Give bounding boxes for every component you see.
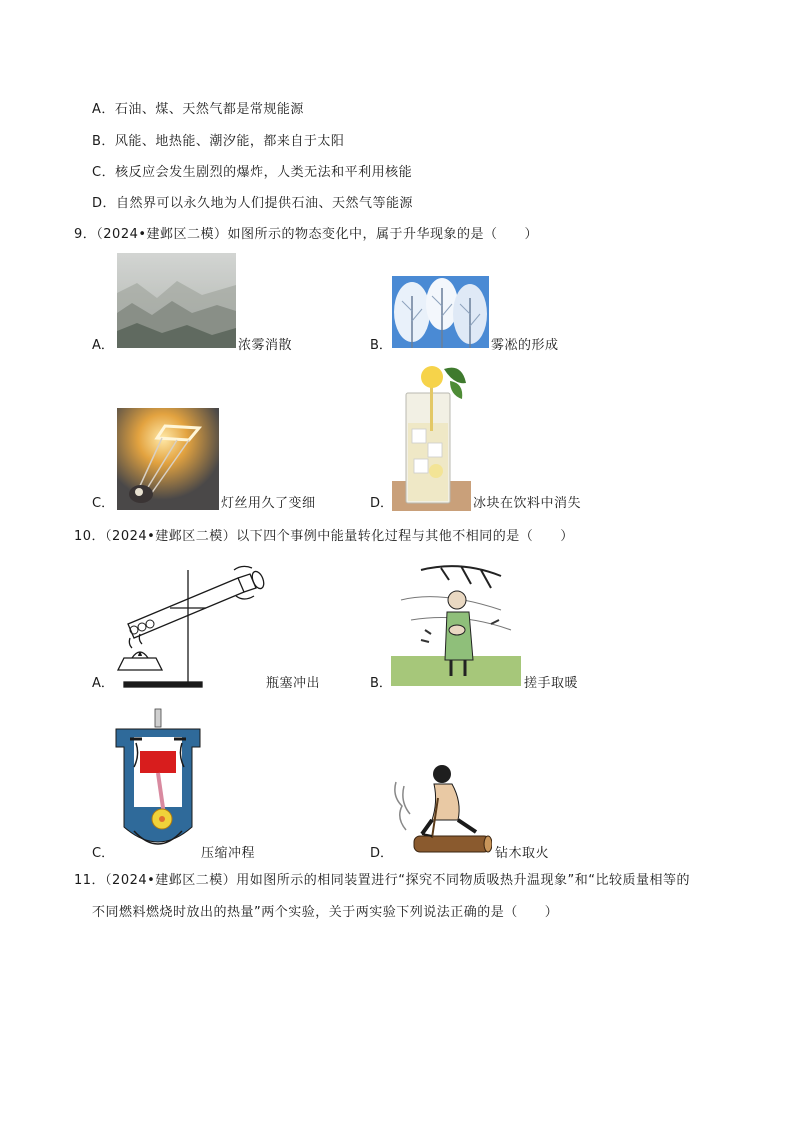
rubbing-hands-image	[391, 560, 521, 690]
q9-stem: 9．（2024•建邺区二模）如图所示的物态变化中，属于升华现象的是（ ）	[74, 227, 539, 242]
compression-stroke-engine-image	[112, 707, 204, 862]
q11-stem-line-1: 11．（2024•建邺区二模）用如图所示的相同装置进行“探究不同物质吸热升温现象”和“比较质量相等的	[74, 873, 690, 888]
q9-option-c-caption: 灯丝用久了变细	[221, 496, 316, 511]
drilling-wood-fire-image	[392, 762, 492, 860]
q9-option-d-letter: D．	[370, 496, 394, 511]
test-tube-cork-image	[110, 560, 275, 690]
rime-trees-image	[392, 276, 489, 348]
q9-option-d-caption: 冰块在饮料中消失	[473, 496, 582, 511]
q10-option-c-letter: C．	[92, 846, 115, 861]
q9-option-a-caption: 浓雾消散	[238, 338, 293, 353]
q10-option-d-letter: D．	[370, 846, 394, 861]
ice-drink-image	[392, 363, 471, 511]
q9-option-b-caption: 雾凇的形成	[491, 338, 559, 353]
q10-option-d-caption: 钻木取火	[495, 846, 550, 861]
q10-option-b-caption: 搓手取暖	[524, 676, 579, 691]
q8-option-c: C．核反应会发生剧烈的爆炸，人类无法和平利用核能	[92, 165, 413, 180]
q9-option-a-letter: A．	[92, 338, 114, 353]
q8-option-b: B．风能、地热能、潮汐能，都来自于太阳	[92, 134, 345, 149]
q10-option-b-letter: B．	[370, 676, 392, 691]
q11-stem-line-2: 不同燃料燃烧时放出的热量”两个实验，关于两实验下列说法正确的是（ ）	[92, 905, 559, 920]
q9-option-c-letter: C．	[92, 496, 115, 511]
q10-option-a-letter: A．	[92, 676, 114, 691]
q10-stem: 10．（2024•建邺区二模）以下四个事例中能量转化过程与其他不相同的是（ ）	[74, 529, 574, 544]
q8-option-d: D．自然界可以永久地为人们提供石油、天然气等能源	[92, 196, 414, 211]
q10-option-c-caption: 压缩冲程	[201, 846, 256, 861]
q9-option-b-letter: B．	[370, 338, 392, 353]
fog-mountain-image	[117, 253, 236, 348]
bulb-filament-image	[117, 408, 219, 510]
q8-option-a: A．石油、煤、天然气都是常规能源	[92, 102, 304, 117]
q10-option-a-caption: 瓶塞冲出	[266, 676, 321, 691]
